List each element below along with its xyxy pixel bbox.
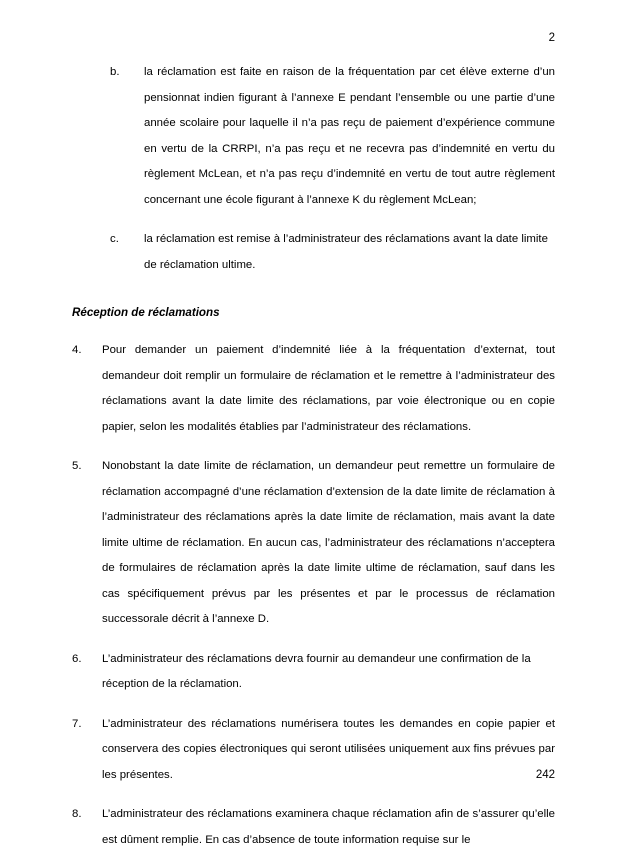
list-item [110,227,555,292]
list-item-text: Nonobstant la date limite de réclamation, un demandeur peut remettre un formulaire de réclamation accompagné d’une réclamation d’extension de la date limite de réclamation à l’administrateur des réclamations après la date limite de réclamation, mais avant la date limite ultime de réclamation. En aucun cas, l’administrateur des réclamations n’acceptera de formulaires de réclamation après la date limite ultime de réclamation, sauf dans les cas spécifiquement prévus par les présentes et par le processus de réclamation successorale décrit à l’annexe D. [102,460,555,625]
list-item [72,647,555,712]
list-item-text: la réclamation est faite en raison de la fréquentation par cet élève externe d’un pensionnat indien figurant à l’annexe E pendant l’ensemble ou une partie d’une année scolaire pour laquelle il n’a pas reçu de paiement d’expérience commune en vertu de la CRRPI, n’a pas reçu et ne recevra pas d’indemnité en vertu du règlement McLean, et n’a pas reçu d’indemnité en vertu de tout autre règlement concernant une école figurant à l’annexe K du règlement McLean; [144,66,555,206]
document-body [0,60,623,867]
list-item [72,454,555,647]
list-item-marker: b. [110,66,120,78]
page-number-bottom: 242 [535,768,555,781]
list-item [110,60,555,227]
page-number-top: 2 [548,32,555,44]
list-item [72,802,555,867]
list-item-text: Pour demander un paiement d’indemnité liée à la fréquentation d’externat, tout demandeur doit remplir un formulaire de réclamation et le remettre à l’administrateur des réclamations avant la date limite des réclamations, par voie électronique ou en copie papier, selon les modalités établies par l’administrateur des réclamations. [102,344,555,433]
list-item-marker: 5. [72,460,82,472]
list-item-marker: 6. [72,652,82,665]
list-item-marker: 8. [72,808,82,820]
list-item [72,338,555,454]
list-item-text: la réclamation est remise à l’administrateur des réclamations avant la date limite de réclamation ultime. [144,233,548,271]
list-item-marker: c. [110,233,119,245]
list-item [72,712,555,803]
list-item-text: L’administrateur des réclamations devra fournir au demandeur une confirmation de la réception de la réclamation. [102,652,531,690]
list-item-marker: 4. [72,344,82,356]
section-heading: Réception de réclamations [72,306,220,319]
list-item-text: L’administrateur des réclamations examinera chaque réclamation afin de s’assurer qu’elle est dûment remplie. En cas d’absence de toute information requise sur le [102,808,555,846]
list-item-marker: 7. [72,717,82,730]
list-item-text: L’administrateur des réclamations numérisera toutes les demandes en copie papier et conservera des copies électroniques qui seront utilisées uniquement aux fins prévues par les présentes. [102,717,555,781]
